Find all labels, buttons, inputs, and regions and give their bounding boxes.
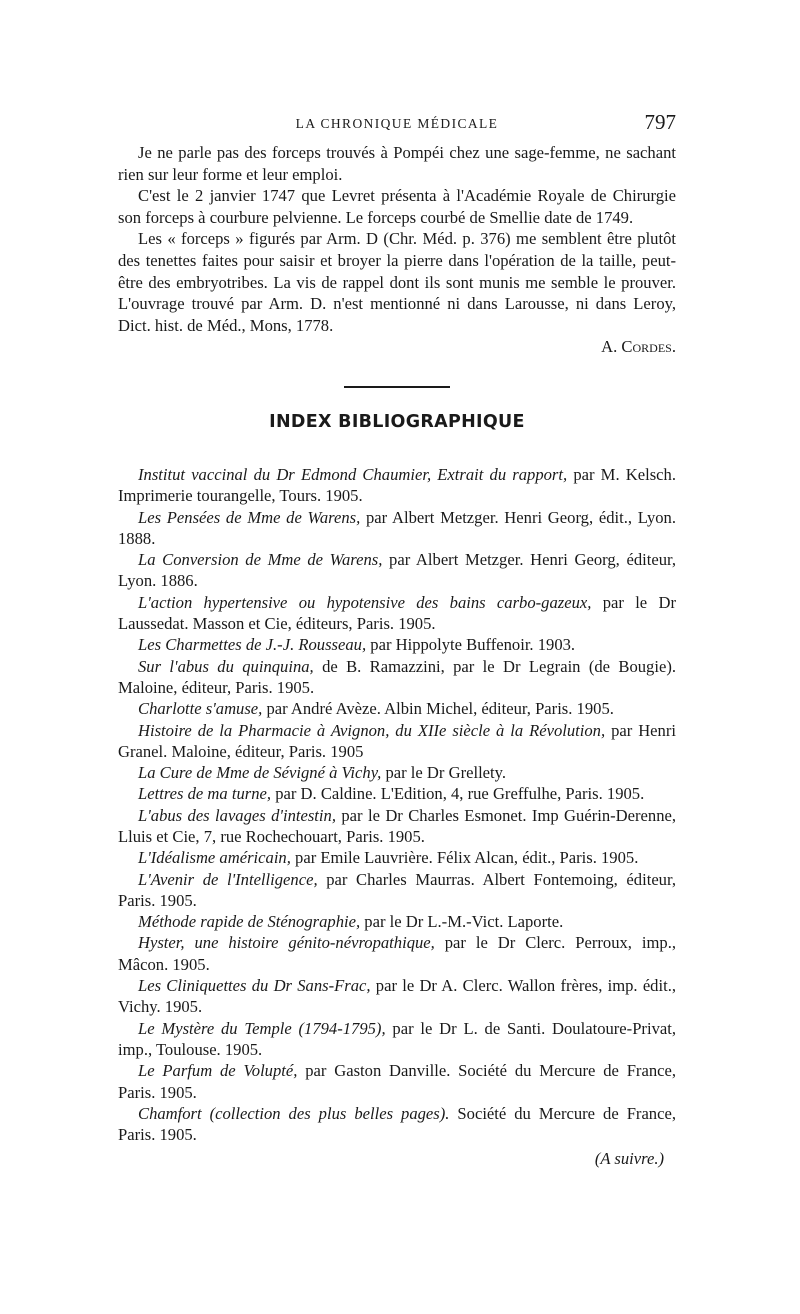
entry-title: Institut vaccinal du Dr Edmond Chaumier, Extrait du rapport, [138,464,568,484]
bibliography-entry [118,549,676,592]
entry-title: Les Pensées de Mme de Warens, [138,507,361,527]
entry-title: L'action hypertensive ou hypotensive des bains carbo-gazeux, [138,592,592,612]
entry-details: Société du Mercure de France, Paris. 1905. [118,1103,676,1145]
entry-title: La Conversion de Mme de Warens, [138,550,383,570]
entry-details: par Albert Metzger. Henri Georg, éditeur, Lyon. 1886. [118,550,677,591]
entry-title: Sur l'abus du quinquina, [138,656,314,676]
entry-details: par Gaston Danville. Société du Mercure de France, Paris. 1905. [118,1061,677,1102]
entry-details: par Albert Metzger. Henri Georg, édit., Lyon. 1888. [118,507,676,548]
bibliography-entry [118,1060,676,1103]
section-divider [344,386,450,388]
entry-title: Les Cliniquettes du Dr Sans-Frac, [138,976,371,996]
paragraph: Les « forceps » figurés par Arm. D (Chr. Méd. p. 376) me semblent être plutôt des tenettes faites pour saisir et broyer la pierre dans l'opération de la taille, peut-être des embryotribes. La vis de rappel dont ils sont munis me semble le prouver. L'ouvrage trouvé par Arm. D. n'est mentionné ni dans Larousse, ni dans Leroy, Dict. hist. de Méd., Mons, 1778. [118,229,676,335]
bibliography-entry [118,720,676,763]
entry-title: Les Charmettes de J.-J. Rousseau, [138,635,367,655]
entry-details: par M. Kelsch. Imprimerie tourangelle, Tours. 1905. [118,464,676,506]
entry-title: Charlotte s'amuse, [138,699,263,719]
page-header [118,112,676,142]
entry-title: L'Idéalisme américain, [138,848,291,868]
entry-title: Chamfort (collection des plus belles pages). [138,1103,450,1123]
bibliography-entry [118,975,676,1018]
bibliography-entry [118,698,676,719]
page-number: 797 [644,110,676,134]
continuation-note: (A suivre.) [594,1149,664,1169]
bibliography-entry [118,911,676,932]
entry-title: Méthode rapide de Sténographie, [138,912,361,932]
entry-details: par le Dr Laussedat. Masson et Cie, éditeurs, Paris. 1905. [118,592,676,634]
entry-title: La Cure de Mme de Sévigné à Vichy, [138,763,382,783]
entry-title: L'abus des lavages d'intestin, [138,805,336,825]
entry-details: par le Dr Grellety. [385,763,507,783]
bibliography-entry [118,762,676,783]
entry-details: par Charles Maurras. Albert Fontemoing, éditeur, Paris. 1905. [118,869,676,910]
bibliography-entry [118,1103,676,1146]
bibliography-entry [118,656,676,699]
bibliography-entry [118,783,676,804]
entry-details: par le Dr Charles Esmonet. Imp Guérin-Derenne, Lluis et Cie, 7, rue Rochechouart, Paris. 1905. [118,805,676,846]
bibliography-entry [118,932,676,975]
entry-details: par Henri Granel. Maloine, éditeur, Paris. 1905 [118,720,676,761]
entry-title: Le Mystère du Temple (1794-1795), [138,1018,386,1038]
entry-details: par Emile Lauvrière. Félix Alcan, édit., Paris. 1905. [295,848,639,868]
entry-title: Le Parfum de Volupté, [138,1061,298,1081]
entry-details: par le Dr L.-M.-Vict. Laporte. [364,912,564,932]
entry-details: par André Avèze. Albin Michel, éditeur, Paris. 1905. [266,699,614,719]
bibliography-entry [118,507,676,550]
section-title: INDEX BIBLIOGRAPHIQUE [269,411,525,432]
bibliography-entry [118,805,676,848]
entry-details: par le Dr L. de Santi. Doulatoure-Privat, imp., Toulouse. 1905. [118,1018,676,1059]
bibliography-entry [118,847,676,868]
entry-details: par D. Caldine. L'Edition, 4, rue Greffulhe, Paris. 1905. [275,784,645,804]
bibliography-entry [118,592,676,635]
entry-title: L'Avenir de l'Intelligence, [138,869,318,889]
paragraph: C'est le 2 janvier 1747 que Levret présenta à l'Académie Royale de Chirurgie son forceps à courbure pelvienne. Le forceps courbé de Smellie date de 1749. [118,186,676,227]
bibliography-entry [118,1018,676,1061]
document-page [118,112,676,1169]
paragraph: Je ne parle pas des forceps trouvés à Pompéi chez une sage-femme, ne sachant rien sur leur forme et leur emploi. [118,143,676,184]
entry-title: Hyster, une histoire génito-névropathique, [138,933,435,953]
running-title: LA CHRONIQUE MÉDICALE [295,116,499,131]
bibliography-entry [118,634,676,655]
entry-details: de B. Ramazzini, par le Dr Legrain (de Bougie). Maloine, éditeur, Paris. 1905. [118,656,677,697]
bibliography-entry [118,869,676,912]
entry-details: par Hippolyte Buffenoir. 1903. [370,635,576,655]
entry-details: par le Dr Clerc. Perroux, imp., Mâcon. 1905. [118,933,676,974]
entry-title: Lettres de ma turne, [138,784,272,804]
letter-text [118,142,676,358]
bibliography-entry [118,464,676,507]
bibliography-list [118,464,676,1146]
signature-line [118,336,676,358]
entry-title: Histoire de la Pharmacie à Avignon, du XIIe siècle à la Révolution, [138,720,606,740]
author-signature: A. Cordes. [601,337,676,357]
entry-details: par le Dr A. Clerc. Wallon frères, imp. édit., Vichy. 1905. [118,976,676,1017]
